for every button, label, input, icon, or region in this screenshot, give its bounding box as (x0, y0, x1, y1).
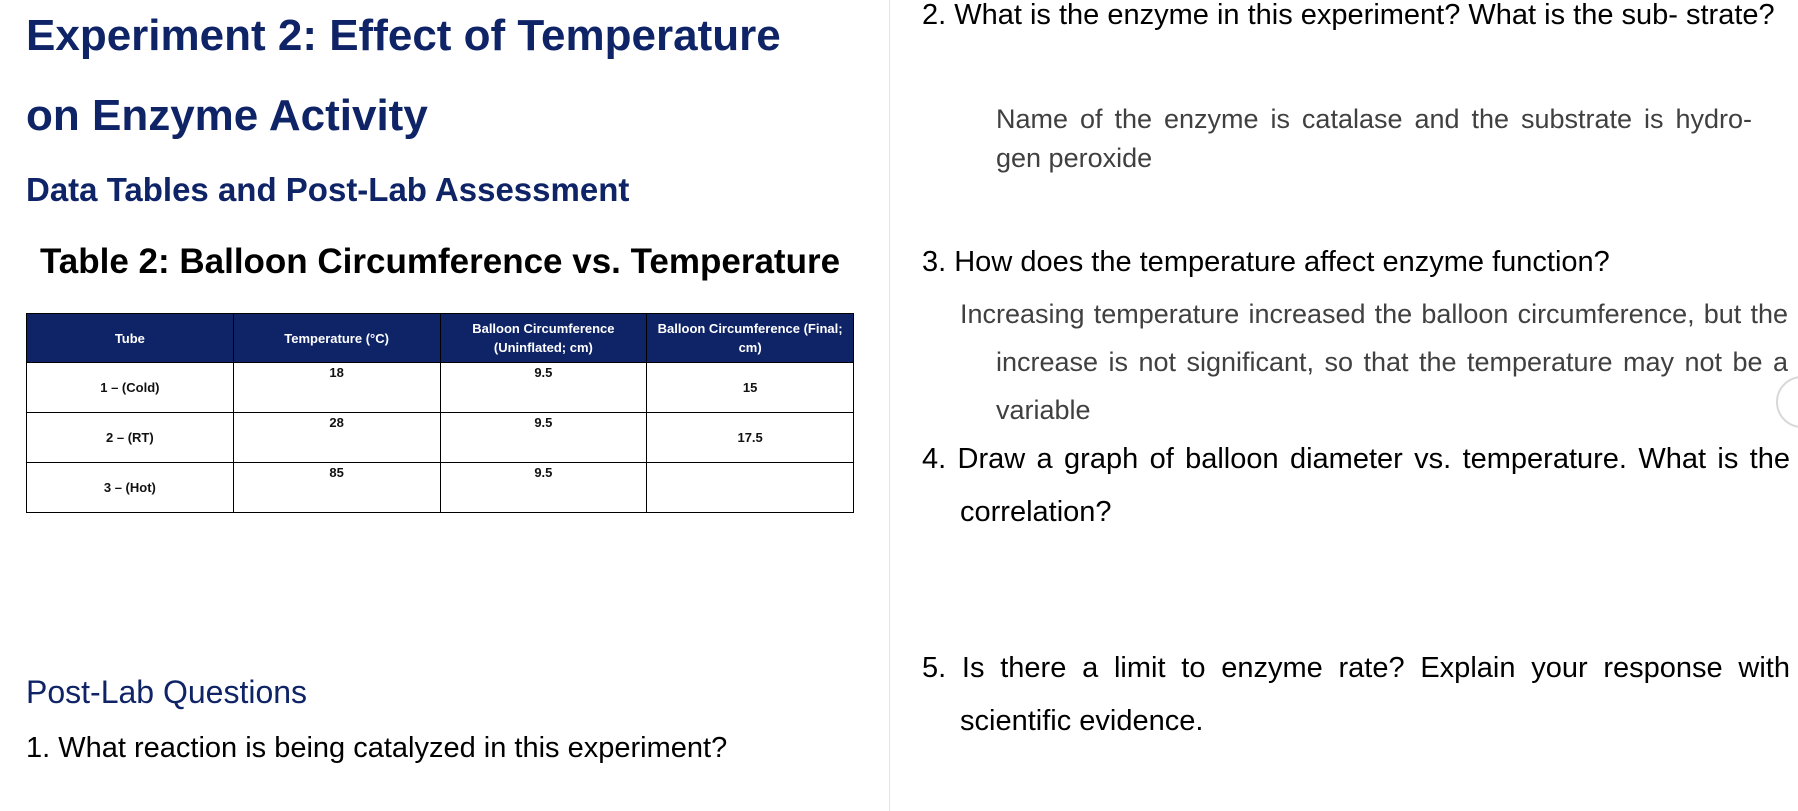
cell-final (647, 463, 854, 513)
title-line-2: on Enzyme Activity (26, 91, 428, 140)
question-3: 3. How does the temperature affect enzyme function? (922, 246, 1610, 278)
title-line-1: Experiment 2: Effect of Temperature (26, 11, 781, 60)
cell-uninflated: 9.5 (440, 413, 647, 463)
column-header-uninflated: Balloon Circumference (Uninflated; cm) (440, 314, 647, 363)
table-row (27, 413, 854, 463)
question-2: 2. What is the enzyme in this experiment? What is the sub- strate? (922, 0, 1775, 31)
cell-tube: 2 – (RT) (27, 413, 234, 463)
balloon-temperature-table (26, 313, 854, 513)
question-1: 1. What reaction is being catalyzed in this experiment? (26, 732, 728, 764)
cell-temperature: 85 (233, 463, 440, 513)
cell-final: 17.5 (647, 413, 854, 463)
cell-uninflated: 9.5 (440, 363, 647, 413)
cell-tube: 3 – (Hot) (27, 463, 234, 513)
cell-uninflated: 9.5 (440, 463, 647, 513)
question-4: 4. Draw a graph of balloon diameter vs. temperature. What is the correlation? (922, 443, 1790, 528)
answer-2: Name of the enzyme is catalase and the substrate is hydro- gen peroxide (996, 104, 1752, 173)
column-header-tube: Tube (27, 314, 234, 363)
cell-tube: 1 – (Cold) (27, 363, 234, 413)
cell-temperature: 28 (233, 413, 440, 463)
section-subtitle: Data Tables and Post-Lab Assessment (26, 171, 630, 208)
column-header-temperature: Temperature (°C) (233, 314, 440, 363)
page-divider (889, 0, 890, 811)
table-header-row (27, 314, 854, 363)
cell-temperature: 18 (233, 363, 440, 413)
table-row (27, 463, 854, 513)
cell-final: 15 (647, 363, 854, 413)
table-caption: Table 2: Balloon Circumference vs. Temperature (39, 242, 841, 281)
question-5: 5. Is there a limit to enzyme rate? Explain your response with scientific evidence. (922, 652, 1790, 737)
answer-3: Increasing temperature increased the balloon circumference, but the increase is not significant, so that the temperature may not be a variable (960, 299, 1788, 425)
column-header-final: Balloon Circumference (Final; cm) (647, 314, 854, 363)
post-lab-heading: Post-Lab Questions (26, 674, 308, 710)
document-title (26, 0, 866, 156)
table-row (27, 363, 854, 413)
